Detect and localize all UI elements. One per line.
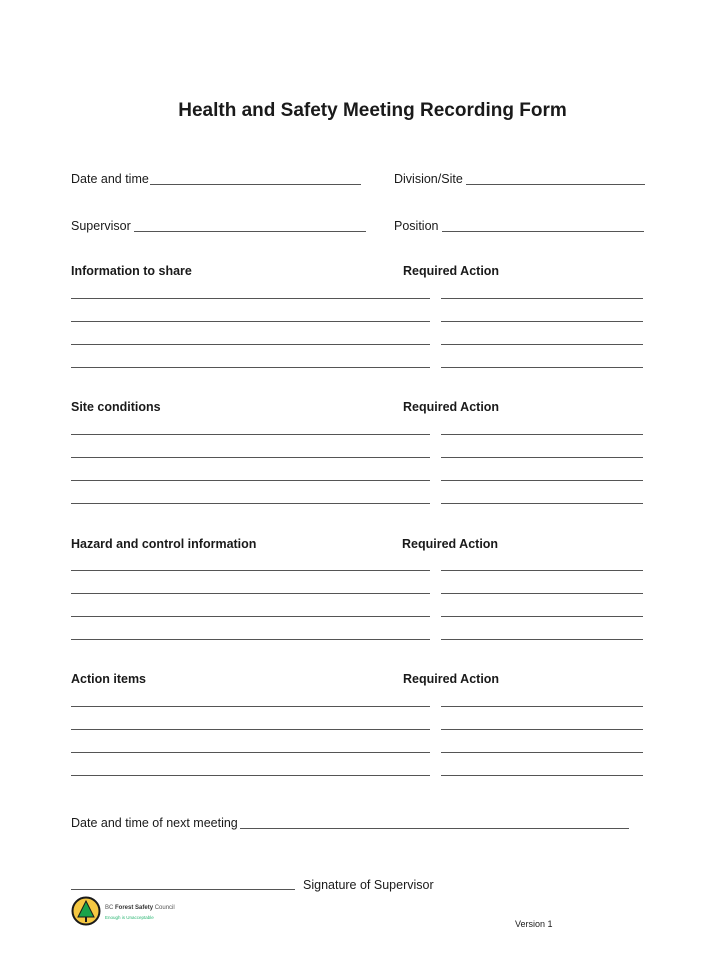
action-line[interactable] bbox=[441, 593, 643, 594]
info-line[interactable] bbox=[71, 775, 430, 776]
required-action-heading: Required Action bbox=[403, 400, 500, 414]
info-line[interactable] bbox=[71, 729, 430, 730]
required-action-heading: Required Action bbox=[403, 264, 500, 278]
action-line[interactable] bbox=[441, 321, 643, 322]
next-meeting-field[interactable] bbox=[240, 828, 629, 829]
org-tagline: Enough is Unacceptable bbox=[105, 915, 154, 920]
info-line[interactable] bbox=[71, 457, 430, 458]
action-line[interactable] bbox=[441, 729, 643, 730]
section-heading: Site conditions bbox=[71, 400, 161, 414]
info-line[interactable] bbox=[71, 752, 430, 753]
info-line[interactable] bbox=[71, 570, 430, 571]
action-line[interactable] bbox=[441, 367, 643, 368]
info-line[interactable] bbox=[71, 321, 430, 322]
date-time-field[interactable] bbox=[150, 184, 361, 185]
info-line[interactable] bbox=[71, 616, 430, 617]
info-line[interactable] bbox=[71, 480, 430, 481]
division-site-label: Division/Site bbox=[394, 172, 463, 186]
info-line[interactable] bbox=[71, 298, 430, 299]
action-line[interactable] bbox=[441, 503, 643, 504]
action-line[interactable] bbox=[441, 570, 643, 571]
action-line[interactable] bbox=[441, 706, 643, 707]
signature-field[interactable] bbox=[71, 889, 295, 890]
org-name: BC Forest Safety Council bbox=[105, 905, 175, 911]
action-line[interactable] bbox=[441, 298, 643, 299]
version-label: Version 1 bbox=[515, 919, 553, 929]
info-line[interactable] bbox=[71, 503, 430, 504]
section-heading: Information to share bbox=[71, 264, 192, 278]
info-line[interactable] bbox=[71, 639, 430, 640]
supervisor-field[interactable] bbox=[134, 231, 366, 232]
form-title: Health and Safety Meeting Recording Form bbox=[178, 100, 567, 121]
info-line[interactable] bbox=[71, 344, 430, 345]
forest-safety-logo-icon bbox=[71, 896, 101, 926]
required-action-heading: Required Action bbox=[403, 672, 500, 686]
action-line[interactable] bbox=[441, 457, 643, 458]
position-label: Position bbox=[394, 219, 439, 233]
position-field[interactable] bbox=[442, 231, 644, 232]
section-heading: Hazard and control information bbox=[71, 537, 257, 551]
date-time-label: Date and time bbox=[71, 172, 149, 186]
action-line[interactable] bbox=[441, 639, 643, 640]
info-line[interactable] bbox=[71, 367, 430, 368]
action-line[interactable] bbox=[441, 775, 643, 776]
signature-label: Signature of Supervisor bbox=[303, 878, 434, 892]
action-line[interactable] bbox=[441, 752, 643, 753]
action-line[interactable] bbox=[441, 344, 643, 345]
next-meeting-label: Date and time of next meeting bbox=[71, 816, 238, 830]
info-line[interactable] bbox=[71, 593, 430, 594]
action-line[interactable] bbox=[441, 616, 643, 617]
action-line[interactable] bbox=[441, 434, 643, 435]
division-site-field[interactable] bbox=[466, 184, 645, 185]
action-line[interactable] bbox=[441, 480, 643, 481]
section-heading: Action items bbox=[71, 672, 147, 686]
supervisor-label: Supervisor bbox=[71, 219, 131, 233]
info-line[interactable] bbox=[71, 706, 430, 707]
required-action-heading: Required Action bbox=[402, 537, 499, 551]
info-line[interactable] bbox=[71, 434, 430, 435]
